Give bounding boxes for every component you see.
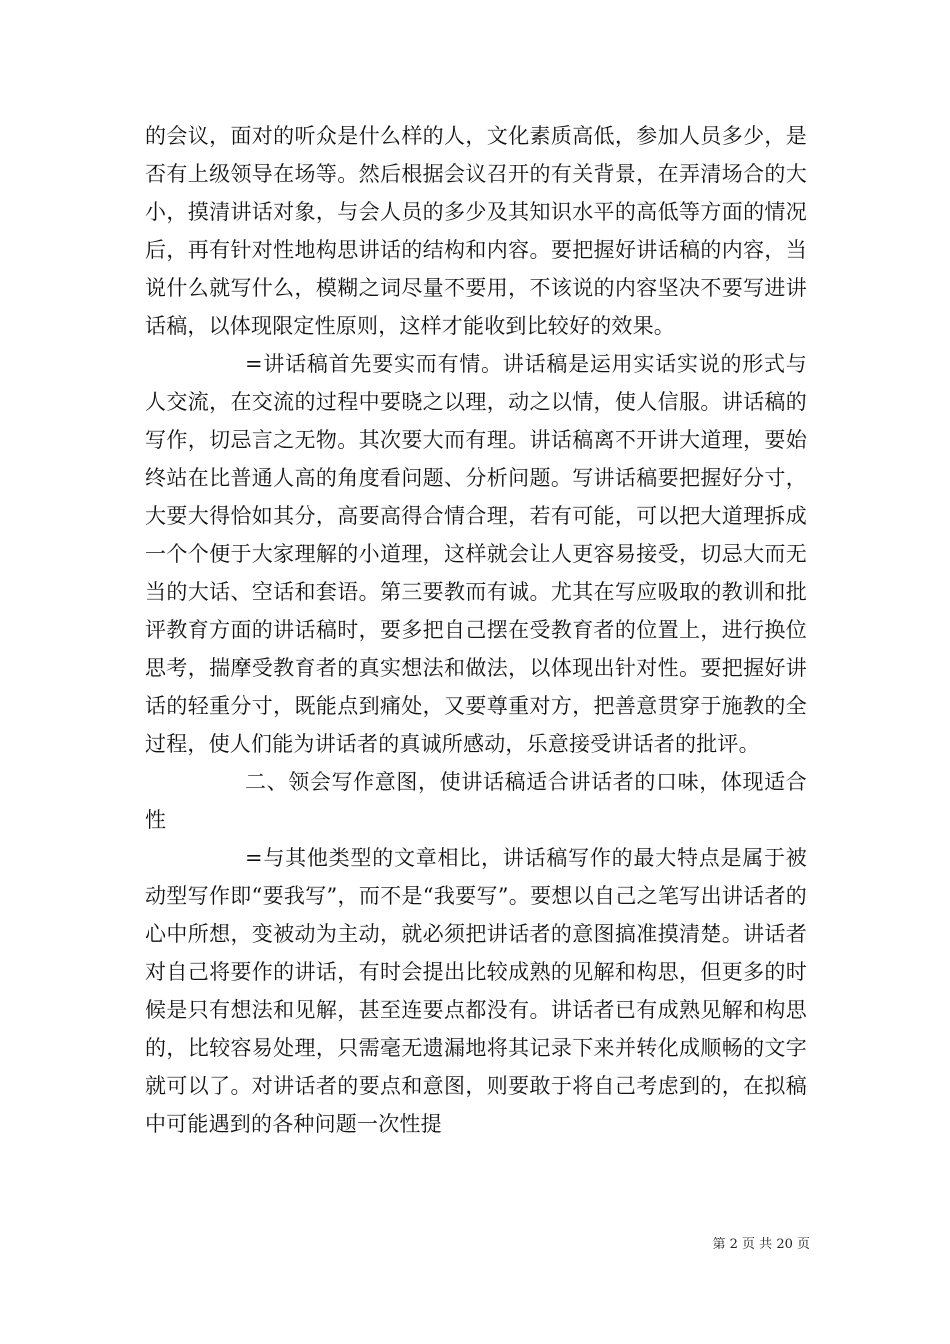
document-body xyxy=(145,117,807,1143)
page-number: 第 2 页 共 20 页 xyxy=(712,1237,810,1252)
section-heading-two: 二、领会写作意图，使讲话稿适合讲话者的口味，体现适合性 xyxy=(145,770,807,832)
paragraph-speech-principles: =讲话稿首先要实而有情。讲话稿是运用实话实说的形式与人交流，在交流的过程中要晓之以理，动之以情，使人信服。讲话稿的写作，切忌言之无物。其次要大而有理。讲话稿离不开讲大道理，要始终站在比普通人高的角度看问题、分析问题。写讲话稿要把握好分寸，大要大得恰如其分，高要高得合情合理，若有可能，可以把大道理拆成一个个便于大家理解的小道理，这样就会让人更容易接受，切忌大而无当的大话、空话和套语。第三要教而有诚。尤其在写应吸取的教训和批评教育方面的讲话稿时，要多把自己摆在受教育者的位置上，进行换位思考，揣摩受教育者的真实想法和做法，以体现出针对性。要把握好讲话的轻重分寸，既能点到痛处，又要尊重对方，把善意贯穿于施教的全过程，使人们能为讲话者的真诚所感动，乐意接受讲话者的批评。 xyxy=(145,352,807,756)
paragraph-continuation: 的会议，面对的听众是什么样的人，文化素质高低，参加人员多少，是否有上级领导在场等。然后根据会议召开的有关背景，在弄清场合的大小，摸清讲话对象，与会人员的多少及其知识水平的高低等方面的情况后，再有针对性地构思讲话的结构和内容。要把握好讲话稿的内容，当说什么就写什么，模糊之词尽量不要用，不该说的内容坚决不要写进讲话稿，以体现限定性原则，这样才能收到比较好的效果。 xyxy=(145,124,807,338)
paragraph-writing-intent: =与其他类型的文章相比，讲话稿写作的最大特点是属于被动型写作即“要我写”，而不是“我要写”。要想以自己之笔写出讲话者的心中所想，变被动为主动，就必须把讲话者的意图搞准摸清楚。讲话者对自己将要作的讲话，有时会提出比较成熟的见解和构思，但更多的时候是只有想法和见解，甚至连要点都没有。讲话者已有成熟见解和构思的，比较容易处理，只需毫无遗漏地将其记录下来并转化成顺畅的文字就可以了。对讲话者的要点和意图，则要敢于将自己考虑到的，在拟稿中可能遇到的各种问题一次性提 xyxy=(145,846,807,1136)
